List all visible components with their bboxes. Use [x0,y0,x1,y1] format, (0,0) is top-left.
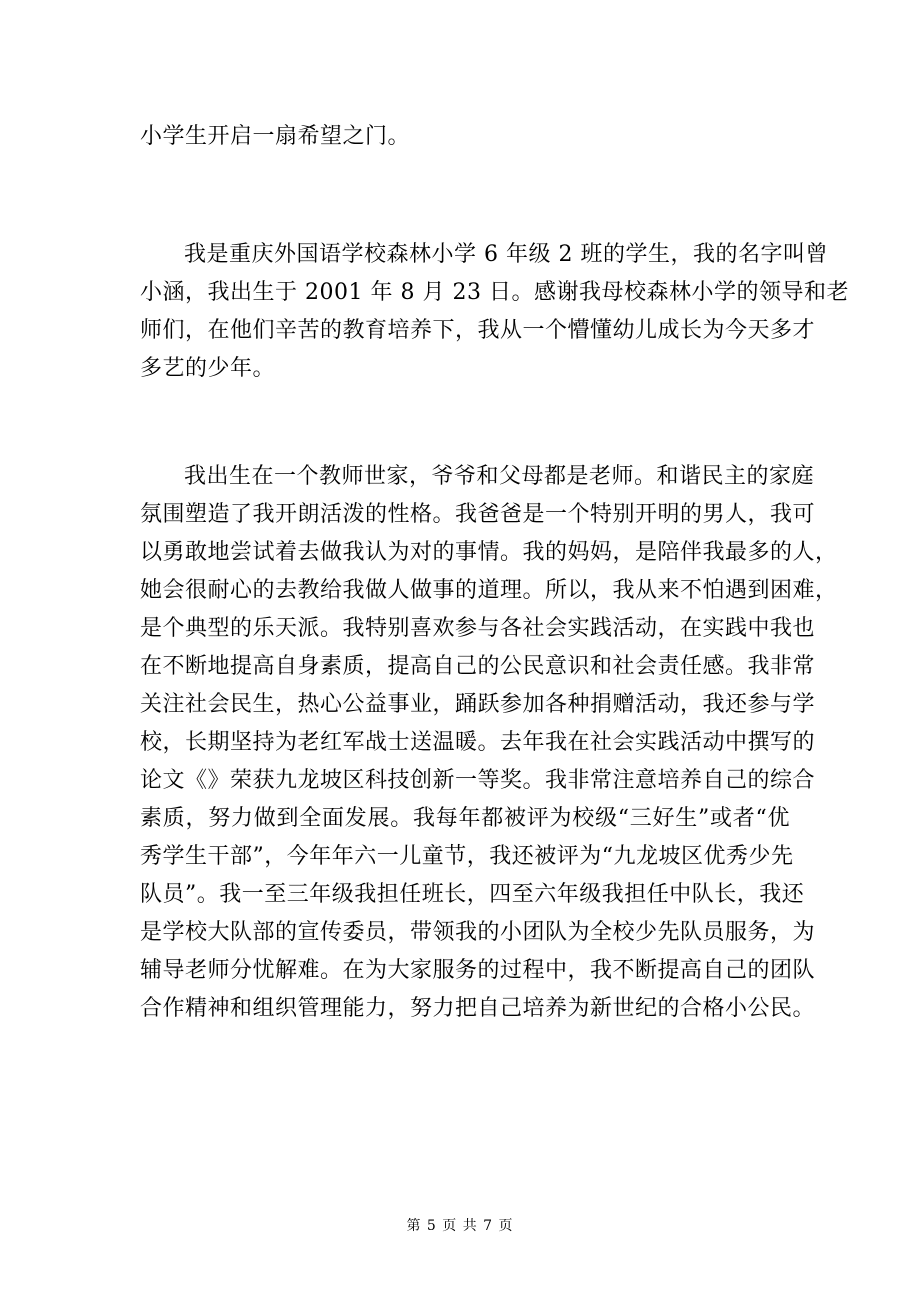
text-line: 是学校大队部的宣传委员，带领我的小团队为全校少先队员服务，为 [140,920,816,945]
text-line: 论文《》荣获九龙坡区科技创新一等奖。我非常注意培养自己的综合 [140,768,816,793]
text-line: 校，长期坚持为老红军战士送温暖。去年我在社会实践活动中撰写的 [140,730,816,755]
paragraph-family-and-activities [140,458,838,1028]
text-line: 师们，在他们辛苦的教育培养下，我从一个懵懂幼儿成长为今天多才 [140,318,816,343]
paragraph-introduction [140,236,849,388]
text-line: 以勇敢地尝试着去做我认为对的事情。我的妈妈，是陪伴我最多的人， [140,540,838,565]
text-line: 小学生开启一扇希望之门。 [140,124,411,149]
text-line: 她会很耐心的去教给我做人做事的道理。所以，我从来不怕遇到困难， [140,578,838,603]
paragraph-continuation [140,118,790,156]
text-line: 氛围塑造了我开朗活泼的性格。我爸爸是一个特别开明的男人，我可 [140,502,816,527]
text-line: 多艺的少年。 [140,356,276,381]
text-line: 我出生在一个教师世家，爷爷和父母都是老师。和谐民主的家庭 [184,464,815,489]
text-line: 素质，努力做到全面发展。我每年都被评为校级“三好生”或者“优 [140,806,790,831]
page-number-footer: 第 5 页 共 7 页 [406,1218,514,1234]
text-line: 秀学生干部”，今年年六一儿童节，我还被评为“九龙坡区优秀少先 [140,844,794,869]
text-line: 是个典型的乐天派。我特别喜欢参与各社会实践活动，在实践中我也 [140,616,816,641]
text-line: 在不断地提高自身素质，提高自己的公民意识和社会责任感。我非常 [140,654,816,679]
text-line: 小涵，我出生于 2001 年 8 月 23 日。感谢我母校森林小学的领导和老 [140,280,849,305]
text-line: 关注社会民生，热心公益事业，踊跃参加各种捐赠活动，我还参与学 [140,692,816,717]
text-line: 队员”。我一至三年级我担任班长，四至六年级我担任中队长，我还 [140,882,805,907]
text-line: 合作精神和组织管理能力，努力把自己培养为新世纪的合格小公民。 [140,996,816,1021]
text-line: 辅导老师分忧解难。在为大家服务的过程中，我不断提高自己的团队 [140,958,816,983]
text-line: 我是重庆外国语学校森林小学 6 年级 2 班的学生，我的名字叫曾 [184,242,828,267]
